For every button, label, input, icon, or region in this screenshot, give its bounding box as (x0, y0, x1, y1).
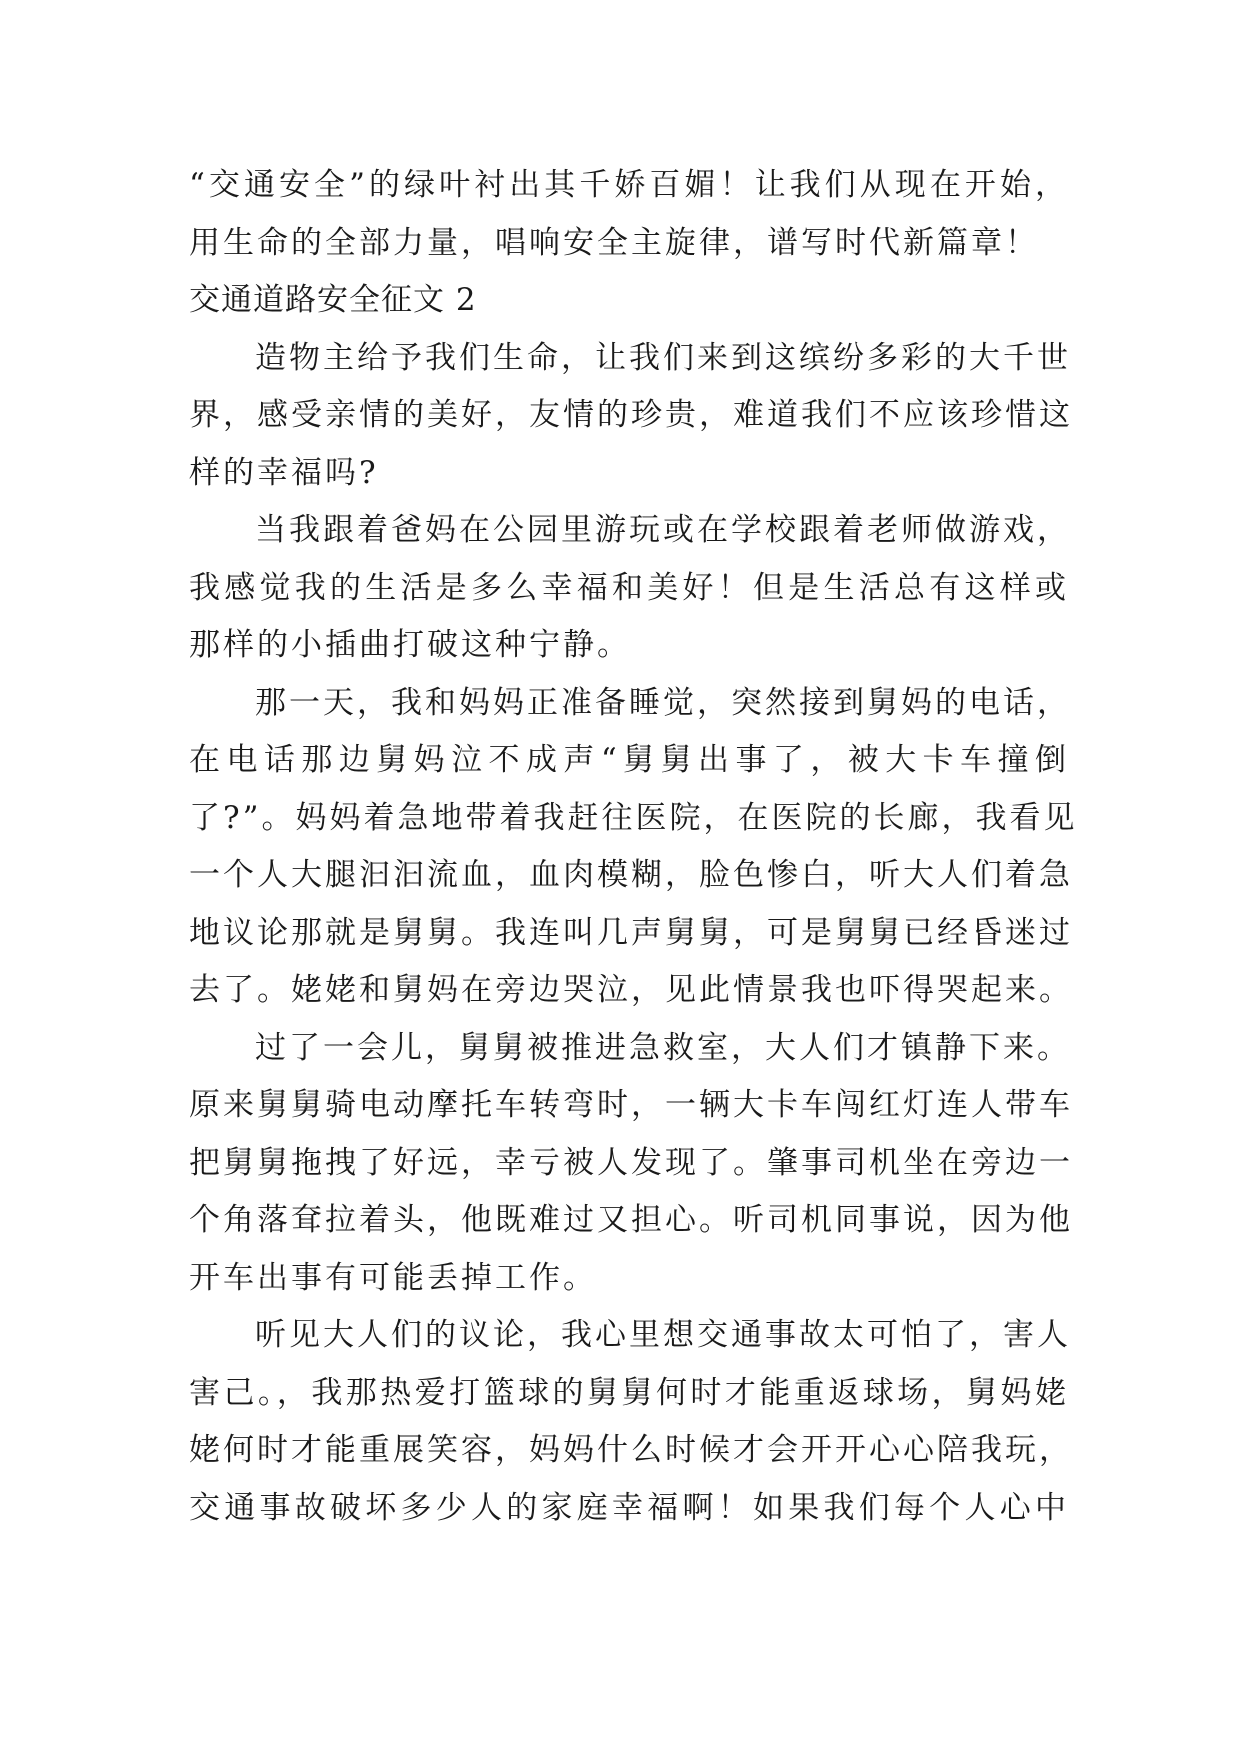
text-line: 用生命的全部力量，唱响安全主旋律，谱写时代新篇章！ (189, 224, 1039, 261)
text-line: 在电话那边舅妈泣不成声“舅舅出事了，被大卡车撞倒 (189, 742, 1069, 778)
text-line: 了?”。妈妈着急地带着我赶往医院，在医院的长廊，我看见 (189, 799, 1078, 836)
text-line: 那样的小插曲打破这种宁静。 (189, 627, 631, 663)
text-line: 交通事故破坏多少人的家庭幸福啊！如果我们每个人心中 (189, 1489, 1069, 1526)
text-line: 我感觉我的生活是多么幸福和美好！但是生活总有这样或 (189, 569, 1069, 606)
text-line: 听见大人们的议论，我心里想交通事故太可怕了，害人 (255, 1317, 1071, 1353)
text-line: 原来舅舅骑电动摩托车转弯时，一辆大卡车闯红灯连人带车 (189, 1087, 1073, 1123)
text-line: 样的幸福吗? (189, 454, 379, 491)
text-line: 那一天，我和妈妈正准备睡觉，突然接到舅妈的电话， (255, 684, 1071, 721)
text-line: 界，感受亲情的美好，友情的珍贵，难道我们不应该珍惜这 (189, 397, 1073, 433)
text-line: 把舅舅拖拽了好远，幸亏被人发现了。肇事司机坐在旁边一 (189, 1144, 1073, 1181)
document-body (189, 157, 1078, 1537)
text-line: 个角落耷拉着头，他既难过又担心。听司机同事说，因为他 (189, 1202, 1073, 1238)
section-heading: 交通道路安全征文 2 (189, 282, 477, 318)
text-line: 过了一会儿，舅舅被推进急救室，大人们才镇静下来。 (255, 1029, 1071, 1066)
text-line: 一个人大腿汩汩流血，血肉模糊，脸色惨白，听大人们着急 (189, 857, 1073, 893)
text-line: 造物主给予我们生命，让我们来到这缤纷多彩的大千世 (255, 339, 1071, 376)
text-line: “交通安全”的绿叶衬出其千娇百媚！让我们从现在开始， (189, 167, 1069, 203)
text-line: 地议论那就是舅舅。我连叫几声舅舅，可是舅舅已经昏迷过 (189, 914, 1073, 951)
text-line: 姥何时才能重展笑容，妈妈什么时候才会开开心心陪我玩， (189, 1432, 1073, 1468)
text-line: 当我跟着爸妈在公园里游玩或在学校跟着老师做游戏， (255, 512, 1071, 548)
text-line: 去了。姥姥和舅妈在旁边哭泣，见此情景我也吓得哭起来。 (189, 972, 1073, 1008)
text-line: 开车出事有可能丢掉工作。 (189, 1259, 597, 1296)
text-line: 害己。，我那热爱打篮球的舅舅何时才能重返球场，舅妈姥 (189, 1374, 1069, 1411)
